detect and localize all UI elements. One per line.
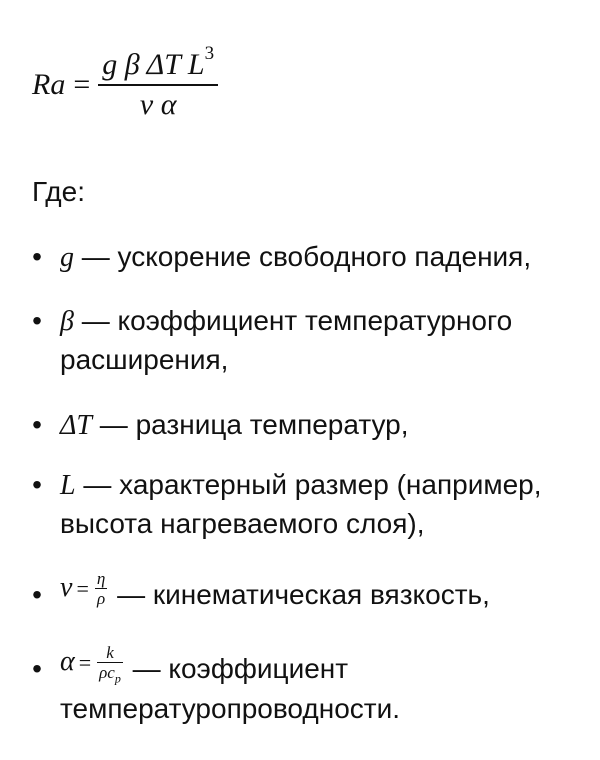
description-nu: — кинематическая вязкость, <box>109 579 490 610</box>
equals-nu: = <box>76 576 89 601</box>
list-item-content <box>60 642 578 728</box>
alpha-fraction-numerator: k <box>106 642 114 662</box>
description-alpha: — коэффициент <box>124 653 349 684</box>
list-item-content <box>60 238 578 277</box>
formula-denominator: ν α <box>139 88 177 121</box>
description-l-cont: высота нагреваемого слоя), <box>60 508 425 539</box>
bullet: • <box>32 579 42 610</box>
rayleigh-formula <box>32 43 218 122</box>
list-item-content <box>60 302 578 379</box>
description-beta: — коэффициент температурного <box>73 305 513 336</box>
nu-fraction-denominator: ρ <box>96 589 106 609</box>
list-item-content <box>60 466 578 543</box>
symbol-l: L <box>60 470 76 501</box>
nu-fraction <box>95 569 107 609</box>
description-beta-cont: расширения, <box>60 344 229 375</box>
description-g: — ускорение свободного падения, <box>74 241 532 272</box>
bullet: • <box>32 409 42 440</box>
formula-equals: = <box>73 68 91 101</box>
description-l: — характерный размер (например, <box>75 469 542 500</box>
formula-numerator-main: g β ΔT L <box>102 48 205 81</box>
bullet: • <box>32 653 42 684</box>
description-delta-t: — разница температур, <box>92 409 409 440</box>
list-item-content <box>60 568 578 616</box>
list-item-content <box>60 406 578 445</box>
alpha-fraction-denominator <box>97 663 123 686</box>
symbol-delta-t: ΔT <box>60 410 93 441</box>
formula-numerator <box>98 43 218 84</box>
symbol-beta: β <box>60 306 74 337</box>
bullet: • <box>32 305 42 336</box>
symbol-g: g <box>60 242 74 273</box>
formula-numerator-exponent: 3 <box>204 43 215 64</box>
symbol-nu: ν <box>60 572 73 603</box>
alpha-fraction-denominator-main: ρc <box>99 663 115 683</box>
symbol-alpha: α <box>60 646 75 677</box>
alpha-fraction-denominator-sub: p <box>114 671 121 686</box>
where-label: Где: <box>32 176 85 207</box>
bullet: • <box>32 241 42 272</box>
formula-lhs: Ra <box>32 68 66 101</box>
equals-alpha: = <box>78 650 92 675</box>
alpha-fraction <box>97 642 123 686</box>
formula-fraction <box>98 43 218 122</box>
nu-fraction-numerator: η <box>96 568 106 588</box>
description-alpha-cont: температуропроводности. <box>60 693 401 725</box>
bullet: • <box>32 469 42 500</box>
